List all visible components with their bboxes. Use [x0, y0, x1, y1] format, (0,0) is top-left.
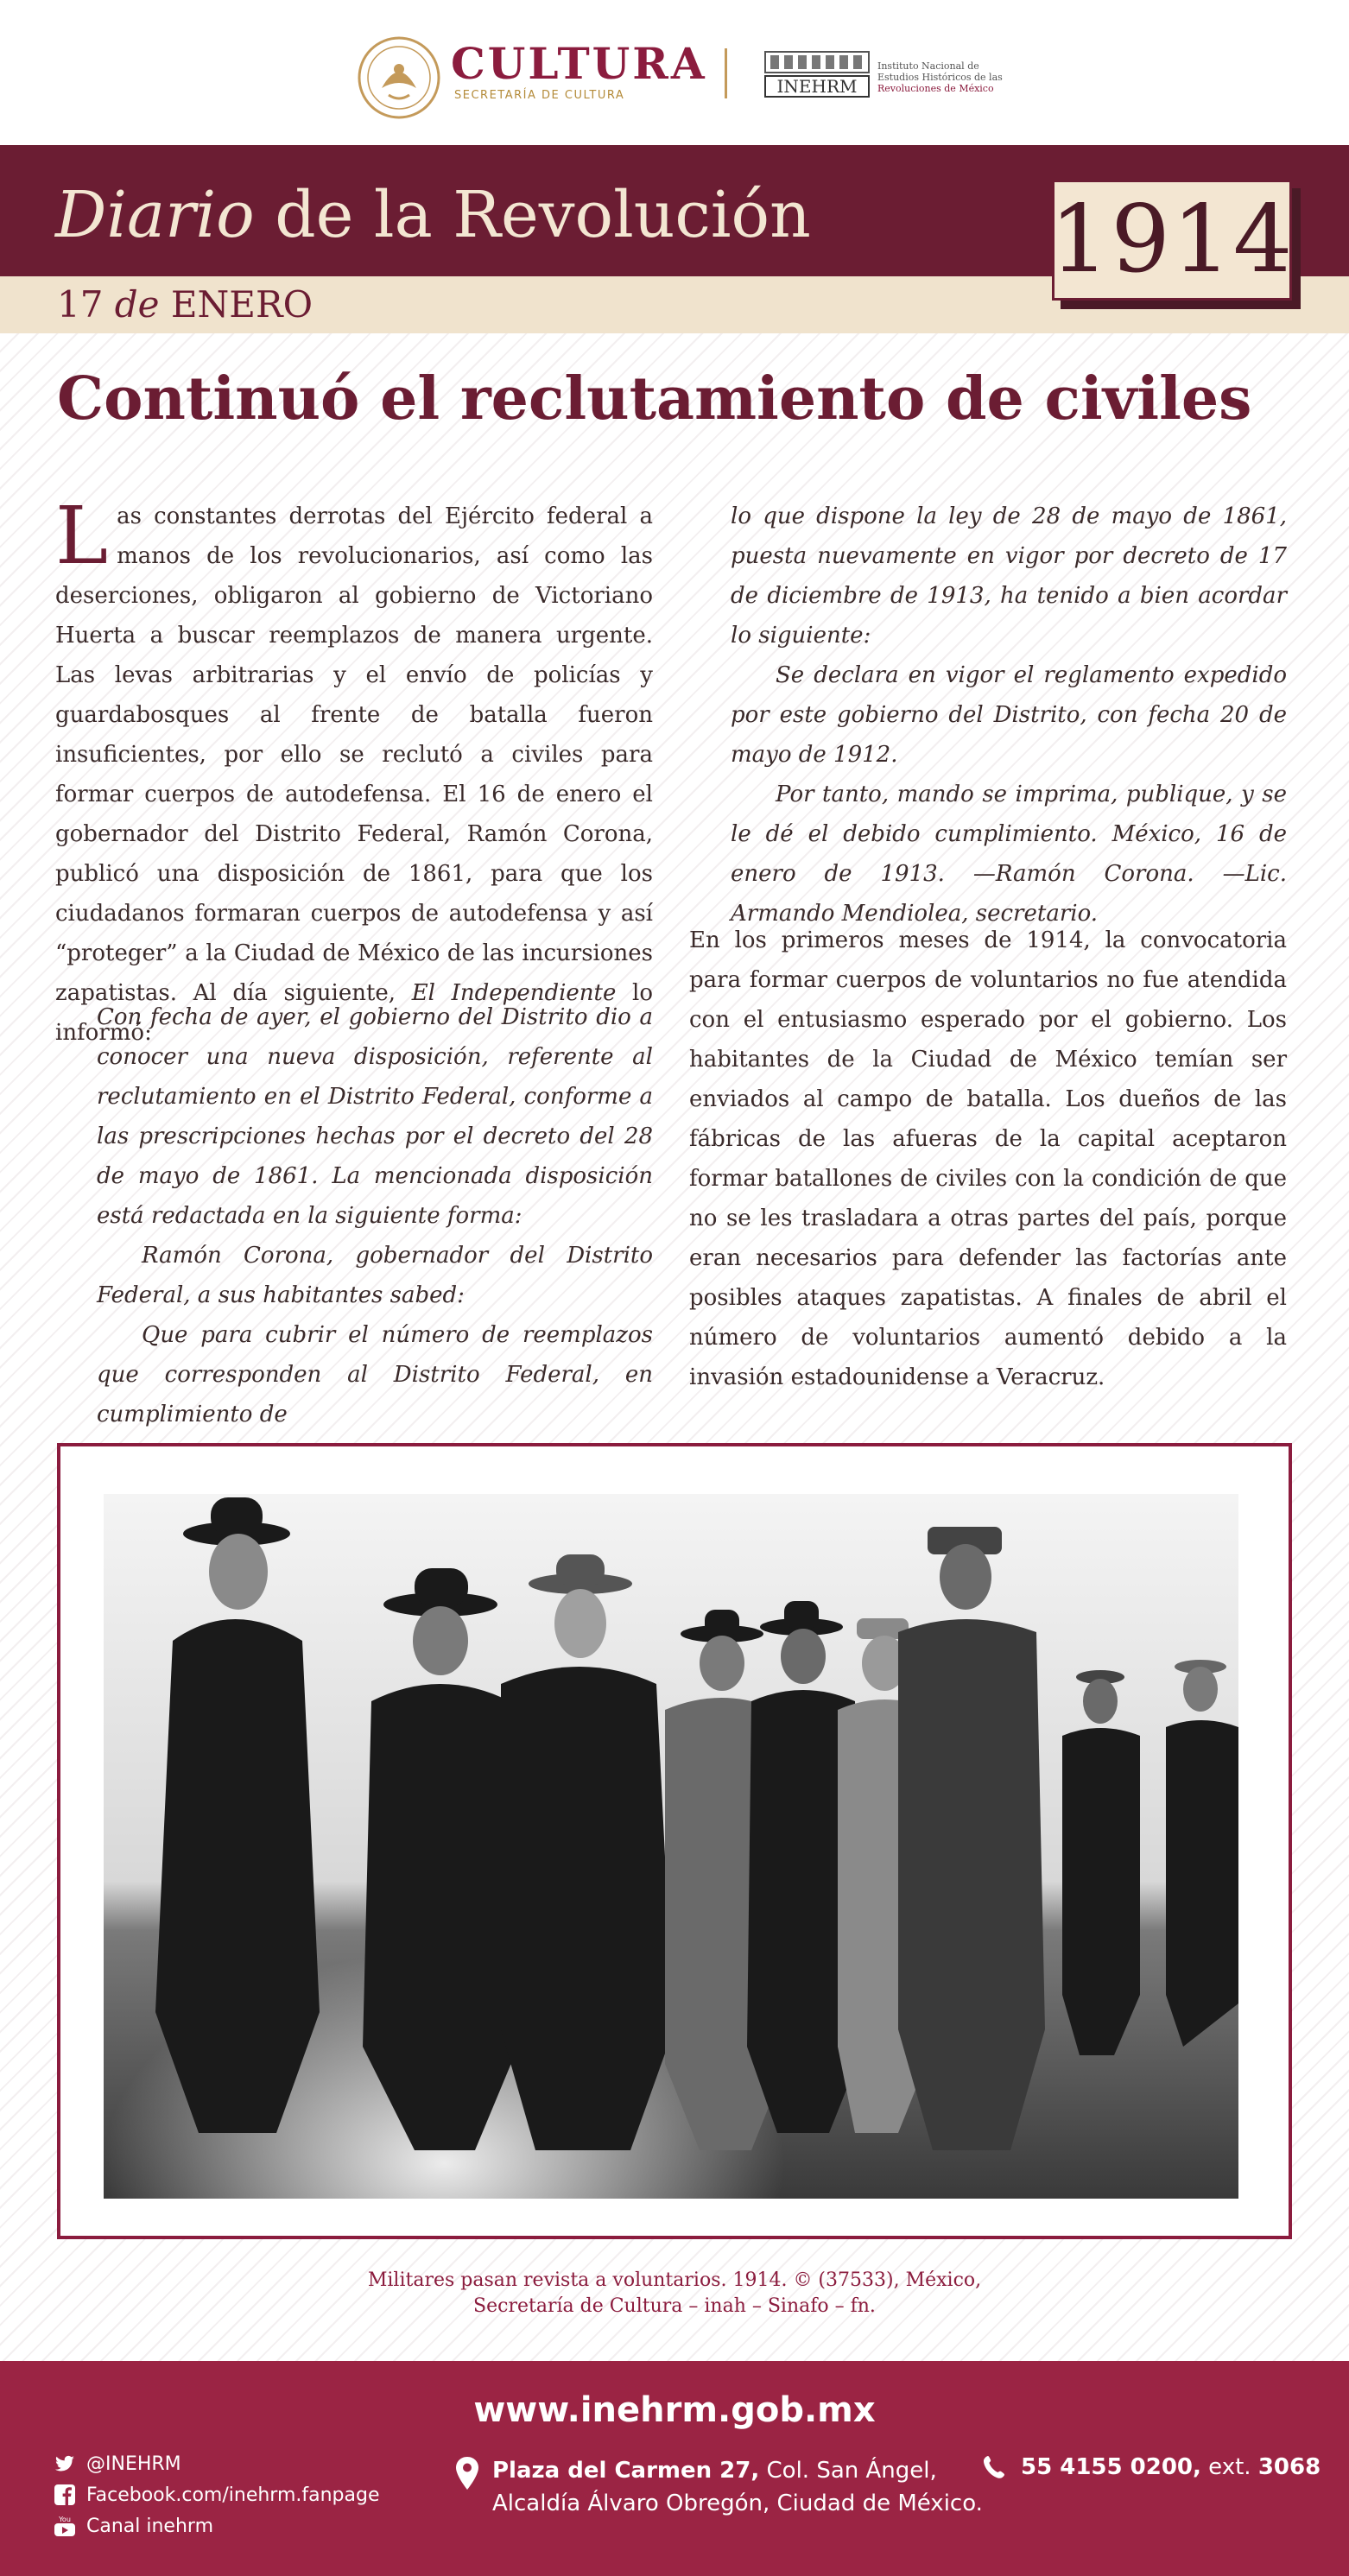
photo-caption [0, 2268, 1349, 2320]
caption-line: Secretaría de Cultura – inah – Sinafo – fn. [473, 2295, 876, 2317]
issue-date [57, 283, 313, 326]
cultura-logo-text: CULTURA [451, 38, 707, 89]
series-title [55, 178, 811, 252]
website-link[interactable]: www.inehrm.gob.mx [473, 2390, 876, 2430]
block-quote-part-2 [731, 497, 1287, 934]
article-paragraph-2: En los primeros meses de 1914, la convocatoria para formar cuerpos de voluntarios no fue atendida con el entusiasmo esperado por el gobierno. Los habitantes de la Ciudad de México temían ser enviados al campo de batalla. Los dueños de las fábricas de las afueras de la capital aceptaron formar batallones de civiles con la condición de que no se les trasladara a otras partes del país, porque eran necesarios para defender las factorías ante posibles ataques zapatistas. A finales de abril el número de voluntarios aumentó debido a la invasión estadounidense a Veracruz. [689, 927, 1287, 1390]
historical-photo [104, 1494, 1238, 2199]
paragraph-text: lo informó: [55, 980, 653, 1046]
series-title-rest: de la Revolución [254, 178, 811, 252]
facebook-url: Facebook.com/inehrm.fanpage [86, 2484, 380, 2506]
location-pin-icon [454, 2456, 480, 2491]
svg-text:You: You [59, 2516, 71, 2523]
address-text [492, 2454, 983, 2520]
phone-icon [983, 2454, 1007, 2480]
address [454, 2454, 983, 2520]
article-paragraph-1 [55, 490, 653, 1053]
year-label: 1914 [1049, 186, 1295, 294]
facebook-icon [54, 2484, 76, 2506]
header-logos [0, 0, 1349, 145]
address-colonia: Col. San Ángel, [759, 2458, 937, 2484]
quote-paragraph: Se declara en vigor el reglamento expedido por este gobierno del Distrito, con fecha 20 de mayo de 1912. [731, 662, 1287, 768]
quote-paragraph: Por tanto, mando se imprima, publique, y se le dé el debido cumplimiento. México, 16 de enero de 1913. —Ramón Corona. —Lic. Armando Mendiolea, secretario. [731, 782, 1287, 927]
quote-paragraph: lo que dispone la ley de 28 de mayo de 1861, puesta nuevamente en vigor por decreto de 17 de diciembre de 1913, ha tenido a bien acordar lo siguiente: [731, 503, 1287, 649]
inehrm-caption [877, 60, 1003, 94]
inehrm-caption-line: Revoluciones de México [877, 83, 994, 94]
cultura-subtitle: SECRETARÍA DE CULTURA [454, 89, 625, 102]
inehrm-caption-line: Instituto Nacional de [877, 60, 979, 72]
phone-ext-label: ext. [1200, 2454, 1258, 2480]
date-month: ENERO [159, 283, 314, 326]
svg-text:INEHRM: INEHRM [776, 76, 858, 97]
youtube-link[interactable] [54, 2515, 213, 2537]
year-box [1049, 180, 1295, 301]
facebook-link[interactable] [54, 2484, 380, 2506]
quote-paragraph: Que para cubrir el número de reemplazos que corresponden al Distrito Federal, en cumplimiento de [97, 1322, 653, 1427]
youtube-icon [54, 2515, 76, 2537]
twitter-link[interactable] [54, 2453, 181, 2475]
quote-paragraph: Ramón Corona, gobernador del Distrito Federal, a sus habitantes sabed: [97, 1243, 653, 1308]
logo-divider [725, 48, 727, 98]
twitter-handle: @INEHRM [86, 2453, 181, 2475]
series-title-italic: Diario [55, 178, 255, 252]
address-street: Plaza del Carmen 27, [492, 2458, 760, 2484]
photo-illustration [104, 1494, 1238, 2199]
paragraph-text: as constantes derrotas del Ejército federal a manos de los revolucionarios, así como las deserciones, obligaron al gobierno de Victoriano Huerta a buscar reemplazos de manera urgente. Las levas arbitrarias y el envío de policías y guardabosques al frente de batalla fueron insuficientes, por ello se reclutó a civiles para formar cuerpos de autodefensa. El 16 de enero el gobernador del Distrito Federal, Ramón Corona, publicó una disposición de 1861, para que los ciudadanos formaran cuerpos de autodefensa y así “proteger” a la Ciudad de México de las incursiones zapatistas. Al día siguiente, [55, 503, 653, 1006]
date-de: de [114, 283, 160, 326]
newspaper-name: El Independiente [411, 980, 617, 1006]
phone[interactable] [983, 2454, 1320, 2480]
youtube-channel: Canal inehrm [86, 2515, 213, 2537]
block-quote-part-1 [97, 997, 653, 1434]
phone-extension: 3068 [1257, 2454, 1321, 2480]
drop-cap: L [55, 490, 109, 582]
phone-number: 55 4155 0200, [1021, 2454, 1201, 2480]
mexico-seal-icon [356, 35, 442, 121]
article-headline: Continuó el reclutamiento de civiles [57, 364, 1252, 434]
quote-paragraph: Con fecha de ayer, el gobierno del Distrito dio a conocer una nueva disposición, referente al reclutamiento en el Distrito Federal, conforme a las prescripciones hechas por el decreto del 28 de mayo de 1861. La mencionada disposición está redactada en la siguiente forma: [97, 1004, 653, 1229]
inehrm-logo-icon [762, 48, 872, 100]
twitter-icon [54, 2453, 76, 2475]
date-day: 17 [57, 283, 115, 326]
address-city: Alcaldía Álvaro Obregón, Ciudad de México. [492, 2491, 983, 2516]
inehrm-caption-line: Estudios Históricos de las [877, 72, 1003, 83]
caption-line: Militares pasan revista a voluntarios. 1914. © (37533), México, [367, 2269, 982, 2291]
